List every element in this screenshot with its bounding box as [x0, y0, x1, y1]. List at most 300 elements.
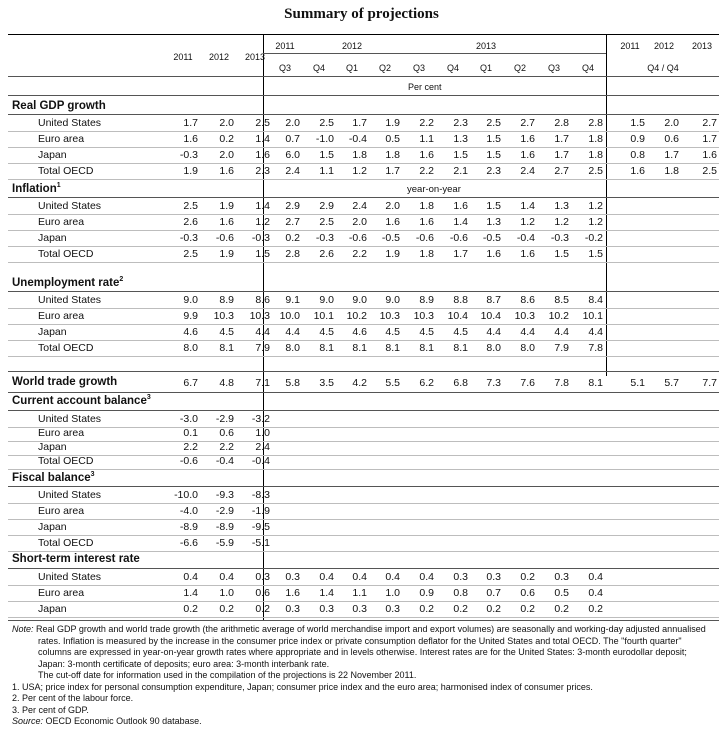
section-title [12, 276, 123, 289]
quarterly-cell: 2.5 [486, 117, 501, 129]
annual-cell: -0.6 [179, 455, 198, 467]
q4q4-cell: 2.0 [664, 117, 679, 129]
table-row [8, 570, 719, 584]
q4q4-cell: 5.1 [630, 377, 645, 389]
section-rule [8, 197, 719, 198]
quarterly-cell: 8.1 [453, 342, 468, 354]
annual-cell: 0.2 [219, 603, 234, 615]
annual-cell: 1.4 [183, 587, 198, 599]
annual-cell: 6.7 [183, 377, 198, 389]
section-title-text: Unemployment rate [12, 276, 120, 289]
quarterly-cell: 4.4 [554, 326, 569, 338]
quarterly-cell: 1.7 [352, 117, 367, 129]
quarterly-cell: -0.6 [449, 232, 468, 244]
annual-cell: -0.3 [179, 232, 198, 244]
row-label: United States [38, 117, 102, 129]
quarterly-cell: 2.0 [385, 200, 400, 212]
quarterly-cell: 1.2 [554, 216, 569, 228]
annual-year-header: 2012 [208, 52, 230, 62]
quarterly-cell: 0.3 [285, 571, 300, 583]
quarterly-cell: 1.2 [352, 165, 367, 177]
quarterly-cell: 10.3 [379, 310, 400, 322]
annual-cell: 9.9 [183, 310, 198, 322]
quarterly-cell: 5.5 [385, 377, 400, 389]
quarterly-cell: 2.5 [319, 216, 334, 228]
quarterly-cell: 1.5 [554, 248, 569, 260]
row-label: Japan [38, 521, 67, 533]
section-rule [8, 568, 719, 569]
quarterly-cell: 2.2 [419, 165, 434, 177]
annual-cell: 0.1 [183, 427, 198, 439]
annual-cell: -9.5 [251, 521, 270, 533]
row-label: Total OECD [38, 455, 94, 467]
q4q4-cell: 5.7 [664, 377, 679, 389]
quarterly-cell: 6.0 [285, 149, 300, 161]
quarterly-cell: -0.4 [516, 232, 535, 244]
note-label: Note: [12, 624, 34, 634]
quarterly-cell: 1.6 [486, 248, 501, 260]
annual-cell: -6.6 [179, 537, 198, 549]
annual-cell: 1.9 [219, 200, 234, 212]
quarterly-cell: 6.8 [453, 377, 468, 389]
quarterly-cell: 2.5 [588, 165, 603, 177]
quarterly-cell: 4.2 [352, 377, 367, 389]
quarterly-cell: 1.7 [453, 248, 468, 260]
annual-cell: 4.6 [183, 326, 198, 338]
quarterly-cell: 2.9 [285, 200, 300, 212]
annual-cell: 0.3 [255, 571, 270, 583]
row-label: Total OECD [38, 165, 94, 177]
table-row [8, 116, 719, 130]
quarterly-cell: 8.1 [419, 342, 434, 354]
annual-cell: -8.9 [179, 521, 198, 533]
table-row [8, 325, 719, 339]
row-label: Total OECD [38, 248, 94, 260]
quarterly-cell: 0.2 [520, 603, 535, 615]
table-row [8, 412, 719, 426]
quarterly-cell: 0.3 [486, 571, 501, 583]
note-text: Real GDP growth and world trade growth (the arithmetic average of world merchandise import and export volumes) are seasonally and working-day adjusted annualised rates. Inflation is measured by the increase in the consumer price index or private consumption deflator for the United States and total OECD. The "fourth quarter" columns are expressed in year-on-year growth rates where appropriate and in levels otherwise. Interest rates are for the United States: 3-month eurodollar deposit; Japan: 3-month certificate of deposits; euro area: 3-month interbank rate. [36, 624, 706, 669]
quarterly-cell: 1.6 [419, 216, 434, 228]
quarter-header: Q1 [479, 63, 492, 73]
annual-cell: -3.2 [251, 413, 270, 425]
annual-cell: -10.0 [174, 489, 198, 501]
quarterly-cell: 3.5 [319, 377, 334, 389]
annual-cell: -8.9 [215, 521, 234, 533]
section-rule [8, 371, 719, 372]
quarterly-cell: 10.0 [279, 310, 300, 322]
section-title-text: Real GDP growth [12, 100, 106, 112]
quarterly-cell: 9.1 [285, 294, 300, 306]
quarterly-cell: 1.5 [486, 200, 501, 212]
quarterly-cell: 7.9 [554, 342, 569, 354]
annual-cell: -0.3 [179, 149, 198, 161]
q4q4-cell: 0.8 [630, 149, 645, 161]
table-row [8, 148, 719, 162]
section-footnote-mark: 2 [119, 276, 124, 283]
footnote-1: 1. USA; price index for personal consumption expenditure, Japan; consumer price index and the euro area; harmonised index of consumer prices. [12, 681, 593, 692]
quarterly-cell: 1.6 [419, 149, 434, 161]
quarterly-cell: 0.2 [554, 603, 569, 615]
quarterly-cell: 2.3 [486, 165, 501, 177]
section-title [12, 471, 95, 484]
section-footnote-mark: 3 [146, 394, 151, 401]
row-label: Japan [38, 232, 67, 244]
q4q4-cell: 2.5 [702, 165, 717, 177]
quarter-header: Q2 [378, 63, 391, 73]
source-text: OECD Economic Outlook 90 database. [45, 716, 202, 726]
row-rule [8, 356, 719, 357]
annual-cell: 10.3 [213, 310, 234, 322]
row-label: United States [38, 200, 102, 212]
quarterly-cell: 8.1 [588, 377, 603, 389]
quarterly-cell: 2.1 [453, 165, 468, 177]
table-row [8, 215, 719, 229]
quarterly-cell: 0.2 [453, 603, 468, 615]
quarterly-cell: 1.6 [453, 200, 468, 212]
quarterly-cell: 0.3 [319, 603, 334, 615]
section-title [12, 182, 61, 195]
quarterly-cell: 9.0 [385, 294, 400, 306]
quarter-header: Q3 [412, 63, 425, 73]
header-rule [263, 53, 606, 54]
quarterly-cell: 8.5 [554, 294, 569, 306]
table-row [8, 488, 719, 502]
quarterly-cell: 0.5 [385, 133, 400, 145]
table-row [8, 586, 719, 600]
quarterly-cell: -0.5 [381, 232, 400, 244]
row-label: Japan [38, 149, 67, 161]
table-row [8, 426, 719, 440]
annual-cell: 1.0 [255, 427, 270, 439]
annual-year-header: 2013 [244, 52, 266, 62]
quarterly-cell: 9.0 [319, 294, 334, 306]
quarterly-cell: -0.3 [315, 232, 334, 244]
table-row [8, 504, 719, 518]
annual-cell: 1.0 [219, 587, 234, 599]
source-label: Source: [12, 716, 44, 726]
quarterly-cell: 2.8 [554, 117, 569, 129]
quarterly-cell: 2.7 [520, 117, 535, 129]
quarterly-cell: 2.5 [319, 117, 334, 129]
annual-cell: 1.5 [255, 248, 270, 260]
quarterly-cell: 2.3 [453, 117, 468, 129]
quarterly-cell: -0.2 [584, 232, 603, 244]
annual-cell: 1.4 [255, 200, 270, 212]
quarterly-cell: 2.2 [352, 248, 367, 260]
row-rule [8, 551, 719, 552]
table-row [8, 440, 719, 454]
quarterly-cell: 1.2 [588, 200, 603, 212]
quarterly-cell: -0.6 [415, 232, 434, 244]
q4q4-year-header: 2012 [653, 41, 675, 51]
quarterly-cell: 1.6 [520, 133, 535, 145]
quarterly-cell: 8.6 [520, 294, 535, 306]
quarterly-cell: 4.5 [385, 326, 400, 338]
annual-cell: 2.2 [183, 441, 198, 453]
quarterly-cell: 0.4 [385, 571, 400, 583]
annual-cell: 8.0 [183, 342, 198, 354]
table-row [8, 341, 719, 355]
table-notes [12, 624, 716, 728]
quarterly-cell: 8.0 [486, 342, 501, 354]
quarterly-cell: 1.3 [554, 200, 569, 212]
q4q4-cell: 1.6 [702, 149, 717, 161]
footnote-2: 2. Per cent of the labour force. [12, 693, 134, 703]
annual-cell: -0.4 [215, 455, 234, 467]
quarterly-cell: 1.4 [319, 587, 334, 599]
quarterly-cell: 7.8 [588, 342, 603, 354]
quarterly-cell: 4.4 [486, 326, 501, 338]
quarterly-cell: 1.6 [520, 248, 535, 260]
annual-cell: 8.6 [255, 294, 270, 306]
table-row [8, 602, 719, 616]
cutoff-note: The cut-off date for information used in the compilation of the projections is 22 November 2011. [38, 670, 417, 680]
quarterly-cell: 9.0 [352, 294, 367, 306]
table-row [8, 132, 719, 146]
annual-cell: 1.6 [183, 133, 198, 145]
quarterly-cell: 2.8 [588, 117, 603, 129]
quarterly-cell: 10.4 [447, 310, 468, 322]
quarterly-cell: 10.1 [582, 310, 603, 322]
footnote-3: 3. Per cent of GDP. [12, 704, 89, 715]
quarterly-cell: 0.3 [352, 603, 367, 615]
quarterly-cell: 2.7 [554, 165, 569, 177]
section-rule [8, 291, 719, 292]
quarterly-cell: 2.8 [285, 248, 300, 260]
annual-cell: 8.1 [219, 342, 234, 354]
quarterly-cell: 7.3 [486, 377, 501, 389]
annual-cell: 1.6 [255, 149, 270, 161]
quarterly-cell: 7.8 [554, 377, 569, 389]
quarterly-cell: -0.5 [482, 232, 501, 244]
annual-cell: 2.4 [255, 441, 270, 453]
annual-cell: 2.2 [219, 441, 234, 453]
row-label: Total OECD [38, 342, 94, 354]
note-paragraph [12, 624, 716, 670]
quarter-header: Q3 [278, 63, 291, 73]
quarterly-cell: 1.0 [385, 587, 400, 599]
quarterly-cell: -1.0 [315, 133, 334, 145]
quarterly-cell: 4.5 [319, 326, 334, 338]
quarterly-cell: 0.3 [285, 603, 300, 615]
q4q4-cell: 7.7 [702, 377, 717, 389]
quarter-year-header: 2011 [275, 41, 295, 51]
quarter-header: Q4 [581, 63, 594, 73]
quarterly-cell: 0.5 [554, 587, 569, 599]
annual-cell: 4.5 [219, 326, 234, 338]
quarterly-cell: 1.5 [588, 248, 603, 260]
quarterly-cell: 8.1 [319, 342, 334, 354]
quarterly-cell: 2.0 [352, 216, 367, 228]
quarterly-cell: 1.2 [588, 216, 603, 228]
quarterly-cell: 0.3 [385, 603, 400, 615]
row-label: United States [38, 489, 102, 501]
quarterly-cell: 0.2 [588, 603, 603, 615]
annual-cell: -4.0 [179, 505, 198, 517]
quarterly-cell: 10.3 [514, 310, 535, 322]
quarterly-cell: 1.1 [419, 133, 434, 145]
quarterly-cell: 4.6 [352, 326, 367, 338]
table-row [8, 164, 719, 178]
quarterly-cell: 1.1 [352, 587, 367, 599]
quarterly-cell: 0.3 [453, 571, 468, 583]
q4q4-year-header: 2013 [691, 41, 713, 51]
quarterly-cell: 7.6 [520, 377, 535, 389]
section-title [12, 553, 140, 565]
quarterly-cell: 4.4 [285, 326, 300, 338]
annual-cell: 0.6 [255, 587, 270, 599]
quarter-header: Q2 [513, 63, 526, 73]
quarterly-cell: 2.4 [285, 165, 300, 177]
row-label: Euro area [38, 427, 85, 439]
table-row [8, 293, 719, 307]
annual-cell: 1.9 [183, 165, 198, 177]
annual-cell: -8.3 [251, 489, 270, 501]
quarterly-cell: 1.8 [419, 200, 434, 212]
quarterly-cell: 0.4 [588, 587, 603, 599]
quarterly-cell: 1.2 [520, 216, 535, 228]
row-label: United States [38, 571, 102, 583]
quarterly-cell: 2.0 [285, 117, 300, 129]
quarterly-cell: 0.6 [520, 587, 535, 599]
quarterly-cell: 1.3 [453, 133, 468, 145]
quarterly-cell: 4.5 [419, 326, 434, 338]
section-title-text: Current account balance [12, 394, 147, 407]
quarter-header: Q4 [312, 63, 325, 73]
annual-cell: -3.0 [179, 413, 198, 425]
annual-cell: 0.4 [219, 571, 234, 583]
annual-cell: 2.0 [219, 117, 234, 129]
annual-cell: 0.4 [183, 571, 198, 583]
row-rule [8, 617, 719, 618]
annual-cell: -1.9 [251, 505, 270, 517]
annual-cell: 10.3 [249, 310, 270, 322]
annual-cell: -5.1 [251, 537, 270, 549]
table-row [8, 309, 719, 323]
quarterly-cell: 10.2 [548, 310, 569, 322]
annual-cell: 2.5 [183, 200, 198, 212]
table-row [8, 199, 719, 213]
quarterly-cell: 10.1 [313, 310, 334, 322]
section-title [12, 394, 151, 407]
row-label: Euro area [38, 587, 85, 599]
quarterly-cell: 1.8 [588, 149, 603, 161]
quarterly-cell: 1.6 [520, 149, 535, 161]
section-basis-note: year-on-year [407, 184, 461, 195]
quarterly-cell: 1.6 [285, 587, 300, 599]
quarterly-cell: 2.4 [352, 200, 367, 212]
q4q4-cell: 1.7 [702, 133, 717, 145]
section-title-text: Fiscal balance [12, 471, 91, 484]
row-label: United States [38, 294, 102, 306]
quarterly-cell: 1.9 [385, 248, 400, 260]
quarterly-cell: 1.4 [453, 216, 468, 228]
quarterly-cell: 1.4 [520, 200, 535, 212]
quarterly-cell: 1.9 [385, 117, 400, 129]
q4q4-cell: 1.8 [664, 165, 679, 177]
quarterly-cell: 8.0 [285, 342, 300, 354]
quarterly-cell: 0.9 [419, 587, 434, 599]
section-title-text: Inflation [12, 182, 57, 195]
annual-cell: 4.8 [219, 377, 234, 389]
row-label: Total OECD [38, 537, 94, 549]
quarterly-cell: 1.7 [554, 149, 569, 161]
quarterly-cell: 8.7 [486, 294, 501, 306]
annual-cell: 1.6 [219, 216, 234, 228]
quarterly-cell: 10.2 [346, 310, 367, 322]
annual-cell: 8.9 [219, 294, 234, 306]
projections-table [8, 34, 719, 620]
q4q4-header: Q4 / Q4 [647, 63, 679, 73]
quarter-header: Q3 [547, 63, 560, 73]
quarterly-cell: 10.3 [413, 310, 434, 322]
unit-label: Per cent [408, 82, 442, 92]
q4q4-year-header: 2011 [620, 41, 640, 51]
row-rule [8, 262, 719, 263]
quarterly-cell: -0.4 [348, 133, 367, 145]
quarterly-cell: 2.7 [285, 216, 300, 228]
row-rule [8, 179, 719, 180]
annual-cell: 2.0 [219, 149, 234, 161]
quarterly-cell: 2.4 [520, 165, 535, 177]
annual-cell: 1.6 [219, 165, 234, 177]
quarterly-cell: 0.4 [319, 571, 334, 583]
annual-cell: -2.9 [215, 505, 234, 517]
annual-cell: 1.7 [183, 117, 198, 129]
quarter-year-header: 2012 [341, 41, 363, 51]
q4q4-cell: 1.6 [630, 165, 645, 177]
table-row [8, 231, 719, 245]
annual-cell: 7.1 [255, 377, 270, 389]
section-title: World trade growth [12, 376, 118, 388]
table-row [8, 536, 719, 550]
quarterly-cell: 4.5 [453, 326, 468, 338]
quarterly-cell: 1.5 [453, 149, 468, 161]
section-rule [8, 410, 719, 411]
quarterly-cell: 4.4 [520, 326, 535, 338]
table-row [8, 376, 719, 390]
quarterly-cell: 1.5 [486, 149, 501, 161]
annual-cell: 0.6 [219, 427, 234, 439]
header-rule [8, 95, 719, 96]
quarterly-cell: 1.8 [419, 248, 434, 260]
quarterly-cell: 1.8 [352, 149, 367, 161]
q4q4-cell: 2.7 [702, 117, 717, 129]
q4q4-cell: 0.9 [630, 133, 645, 145]
quarterly-cell: 0.7 [486, 587, 501, 599]
quarterly-cell: 1.5 [486, 133, 501, 145]
quarterly-cell: 5.8 [285, 377, 300, 389]
quarterly-cell: 2.9 [319, 200, 334, 212]
annual-cell: -0.4 [251, 455, 270, 467]
quarterly-cell: 1.1 [319, 165, 334, 177]
quarterly-cell: 8.9 [419, 294, 434, 306]
quarterly-cell: 10.4 [480, 310, 501, 322]
quarterly-cell: 0.4 [588, 571, 603, 583]
table-row [8, 454, 719, 468]
annual-cell: -0.6 [215, 232, 234, 244]
q4q4-cell: 1.5 [630, 117, 645, 129]
annual-year-header: 2011 [173, 52, 193, 62]
source-line [12, 716, 716, 728]
annual-cell: -5.9 [215, 537, 234, 549]
quarter-header: Q1 [345, 63, 358, 73]
quarterly-cell: 1.6 [385, 216, 400, 228]
row-label: Japan [38, 441, 67, 453]
section-title [12, 100, 106, 112]
quarterly-cell: 0.4 [352, 571, 367, 583]
